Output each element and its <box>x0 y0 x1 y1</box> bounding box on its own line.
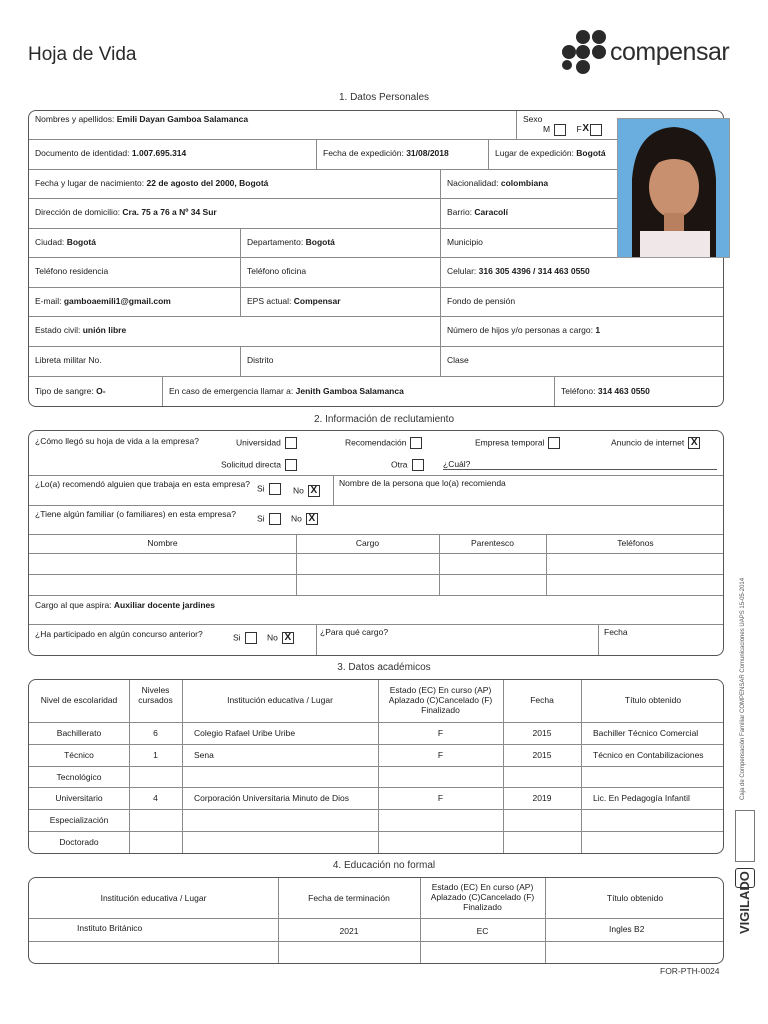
acad-cell-r2-c0: Tecnológico <box>56 772 102 782</box>
col-nombre: Nombre <box>147 538 178 548</box>
inf-header-institucion: Institución educativa / Lugar <box>100 893 207 903</box>
field-estado-civil: Estado civil: unión libre <box>29 317 441 346</box>
vigilado-label: VIGILADO <box>737 871 752 934</box>
supersubsidio-logo <box>735 810 755 862</box>
field-barrio: Barrio: Caracolí <box>447 207 508 217</box>
q-recomendado: ¿Lo(a) recomendó alguien que trabaja en esta empresa? <box>35 479 250 489</box>
recom-si-checkbox[interactable] <box>269 483 281 495</box>
inf-cell-fecha: 2021 <box>339 926 359 936</box>
acad-header-titulo: Título obtenido <box>624 695 682 705</box>
acad-cell-r3-c4: 2019 <box>532 793 552 803</box>
informal-table <box>28 877 724 964</box>
acad-cell-r0-c0: Bachillerato <box>56 728 102 738</box>
opt-otra: Otra <box>391 459 424 471</box>
acad-cell-r3-c0: Universitario <box>55 793 103 803</box>
section-title-informal: 4. Educación no formal <box>332 860 436 871</box>
cual-field[interactable]: ¿Cuál? <box>443 459 717 470</box>
field-clase: Clase <box>447 355 469 365</box>
acad-header-institucion: Institución educativa / Lugar <box>227 695 333 705</box>
conc-no: No X <box>267 632 294 644</box>
field-documento: Documento de identidad: 1.007.695.314 <box>29 140 317 169</box>
acad-header-cursados: Niveles cursados <box>138 685 173 705</box>
field-cargo-aspira: Cargo al que aspira: Auxiliar docente jardines <box>35 600 216 610</box>
conc-no-checkbox[interactable]: X <box>282 632 294 644</box>
col-cargo: Cargo <box>355 538 380 548</box>
conc-si-checkbox[interactable] <box>245 632 257 644</box>
acad-cell-r3-c1: 4 <box>153 793 158 803</box>
field-email: E-mail: gamboaemili1@gmail.com <box>29 288 241 316</box>
acad-cell-r1-c2: Sena <box>194 750 214 760</box>
field-telefono-emergencia: Teléfono: 314 463 0550 <box>561 386 650 396</box>
section-title-personal: 1. Datos Personales <box>338 92 430 103</box>
para-cargo-label: ¿Para qué cargo? <box>320 627 389 637</box>
recom-no: No X <box>293 485 320 497</box>
q-concurso: ¿Ha participado en algún concurso anterior? <box>35 629 203 639</box>
acad-cell-r3-c5: Lic. En Pedagogía Infantil <box>593 793 690 803</box>
inf-header-estado: Estado (EC) En curso (AP) Aplazado (C)Cancelado (F) Finalizado <box>430 882 535 912</box>
supersubsidio-icon <box>735 868 755 888</box>
field-nacionalidad: Nacionalidad: colombiana <box>447 178 549 188</box>
form-code: FOR-PTH-0024 <box>660 966 720 976</box>
recomienda-label: Nombre de la persona que lo(a) recomienda <box>339 478 506 488</box>
acad-cell-r0-c1: 6 <box>153 728 158 738</box>
opt-temporal: Empresa temporal <box>475 437 560 449</box>
fam-no-checkbox[interactable]: X <box>306 513 318 525</box>
recomendacion-checkbox[interactable] <box>410 437 422 449</box>
recom-no-checkbox[interactable]: X <box>308 485 320 497</box>
field-sexo: Sexo M FX <box>517 111 617 139</box>
field-municipio: Municipio <box>447 237 483 247</box>
acad-cell-r4-c0: Especialización <box>49 815 109 825</box>
solicitud-checkbox[interactable] <box>285 459 297 471</box>
acad-cell-r5-c0: Doctorado <box>59 837 99 847</box>
acad-cell-r1-c4: 2015 <box>532 750 552 760</box>
inf-cell-institucion: Instituto Británico <box>77 923 143 933</box>
acad-cell-r0-c2: Colegio Rafael Uribe Uribe <box>194 728 296 738</box>
opt-solicitud: Solicitud directa <box>221 459 297 471</box>
acad-cell-r3-c3: F <box>437 793 444 803</box>
inf-cell-estado: EC <box>476 926 489 936</box>
section-title-recruitment: 2. Información de reclutamiento <box>313 414 455 425</box>
acad-cell-r0-c3: F <box>437 728 444 738</box>
field-departamento: Departamento: Bogotá <box>241 229 441 257</box>
acad-cell-r1-c1: 1 <box>153 750 158 760</box>
fam-si: Si <box>257 513 281 525</box>
fecha-label: Fecha <box>604 627 628 637</box>
temporal-checkbox[interactable] <box>548 437 560 449</box>
opt-internet: Anuncio de internet X <box>611 437 700 449</box>
sexo-m-checkbox[interactable] <box>554 124 566 136</box>
col-telefonos: Teléfonos <box>617 538 654 548</box>
sexo-f-checkbox[interactable] <box>590 124 602 136</box>
fam-no: No X <box>291 513 318 525</box>
acad-cell-r1-c5: Técnico en Contabilizaciones <box>593 750 704 760</box>
acad-header-nivel: Nivel de escolaridad <box>40 695 118 705</box>
inf-header-fecha: Fecha de terminación <box>308 893 390 903</box>
acad-header-fecha: Fecha <box>530 695 554 705</box>
field-telefono-oficina: Teléfono oficina <box>241 258 441 287</box>
q-como-llego: ¿Cómo llegó su hoja de vida a la empresa? <box>35 436 199 446</box>
field-nombres: Nombres y apellidos: Emili Dayan Gamboa Salamanca <box>29 111 517 139</box>
opt-recomendacion: Recomendación <box>345 437 422 449</box>
field-direccion: Dirección de domicilio: Cra. 75 a 76 a Nº 34 Sur <box>29 199 441 228</box>
side-legend: Caja de Compensación Familiar COMPENSAR Comunicaciones UAPS 15-05-2014 <box>740 577 746 800</box>
recruitment-box <box>28 430 724 656</box>
field-emergencia: En caso de emergencia llamar a: Jenith Gamboa Salamanca <box>163 377 555 407</box>
universidad-checkbox[interactable] <box>285 437 297 449</box>
internet-checkbox[interactable]: X <box>688 437 700 449</box>
field-hijos: Número de hijos y/o personas a cargo: 1 <box>447 325 601 335</box>
brand-name: compensar <box>610 38 730 66</box>
acad-cell-r3-c2: Corporación Universitaria Minuto de Dios <box>194 793 349 803</box>
field-lugar-expedicion: Lugar de expedición: Bogotá <box>495 148 606 158</box>
inf-header-titulo: Título obtenido <box>606 893 664 903</box>
conc-si: Si <box>233 632 257 644</box>
section-title-academic: 3. Datos académicos <box>337 662 431 673</box>
academic-table <box>28 679 724 854</box>
acad-cell-r0-c4: 2015 <box>532 728 552 738</box>
field-libreta: Libreta militar No. <box>29 347 241 376</box>
fam-si-checkbox[interactable] <box>269 513 281 525</box>
acad-cell-r0-c5: Bachiller Técnico Comercial <box>593 728 699 738</box>
acad-header-estado: Estado (EC) En curso (AP) Aplazado (C)Cancelado (F) Finalizado <box>388 685 493 715</box>
field-ciudad: Ciudad: Bogotá <box>29 229 241 257</box>
field-fecha-expedicion: Fecha de expedición: 31/08/2018 <box>317 140 489 169</box>
inf-cell-titulo: Ingles B2 <box>609 924 645 934</box>
col-parentesco: Parentesco <box>471 538 514 548</box>
acad-cell-r1-c3: F <box>437 750 444 760</box>
profile-photo <box>617 118 730 258</box>
field-telefono-residencia: Teléfono residencia <box>29 258 241 287</box>
opt-universidad: Universidad <box>236 437 297 449</box>
field-celular: Celular: 316 305 4396 / 314 463 0550 <box>447 266 590 276</box>
otra-checkbox[interactable] <box>412 459 424 471</box>
acad-cell-r1-c0: Técnico <box>64 750 94 760</box>
field-eps: EPS actual: Compensar <box>241 288 441 316</box>
field-distrito: Distrito <box>241 347 441 376</box>
field-pension: Fondo de pensión <box>447 296 516 306</box>
field-tipo-sangre: Tipo de sangre: O- <box>29 377 163 407</box>
q-familiar: ¿Tiene algún familiar (o familiares) en esta empresa? <box>35 509 236 519</box>
recom-si: Si <box>257 483 281 495</box>
field-nacimiento: Fecha y lugar de nacimiento: 22 de agosto del 2000, Bogotá <box>29 170 441 198</box>
page-title: Hoja de Vida <box>28 44 137 65</box>
